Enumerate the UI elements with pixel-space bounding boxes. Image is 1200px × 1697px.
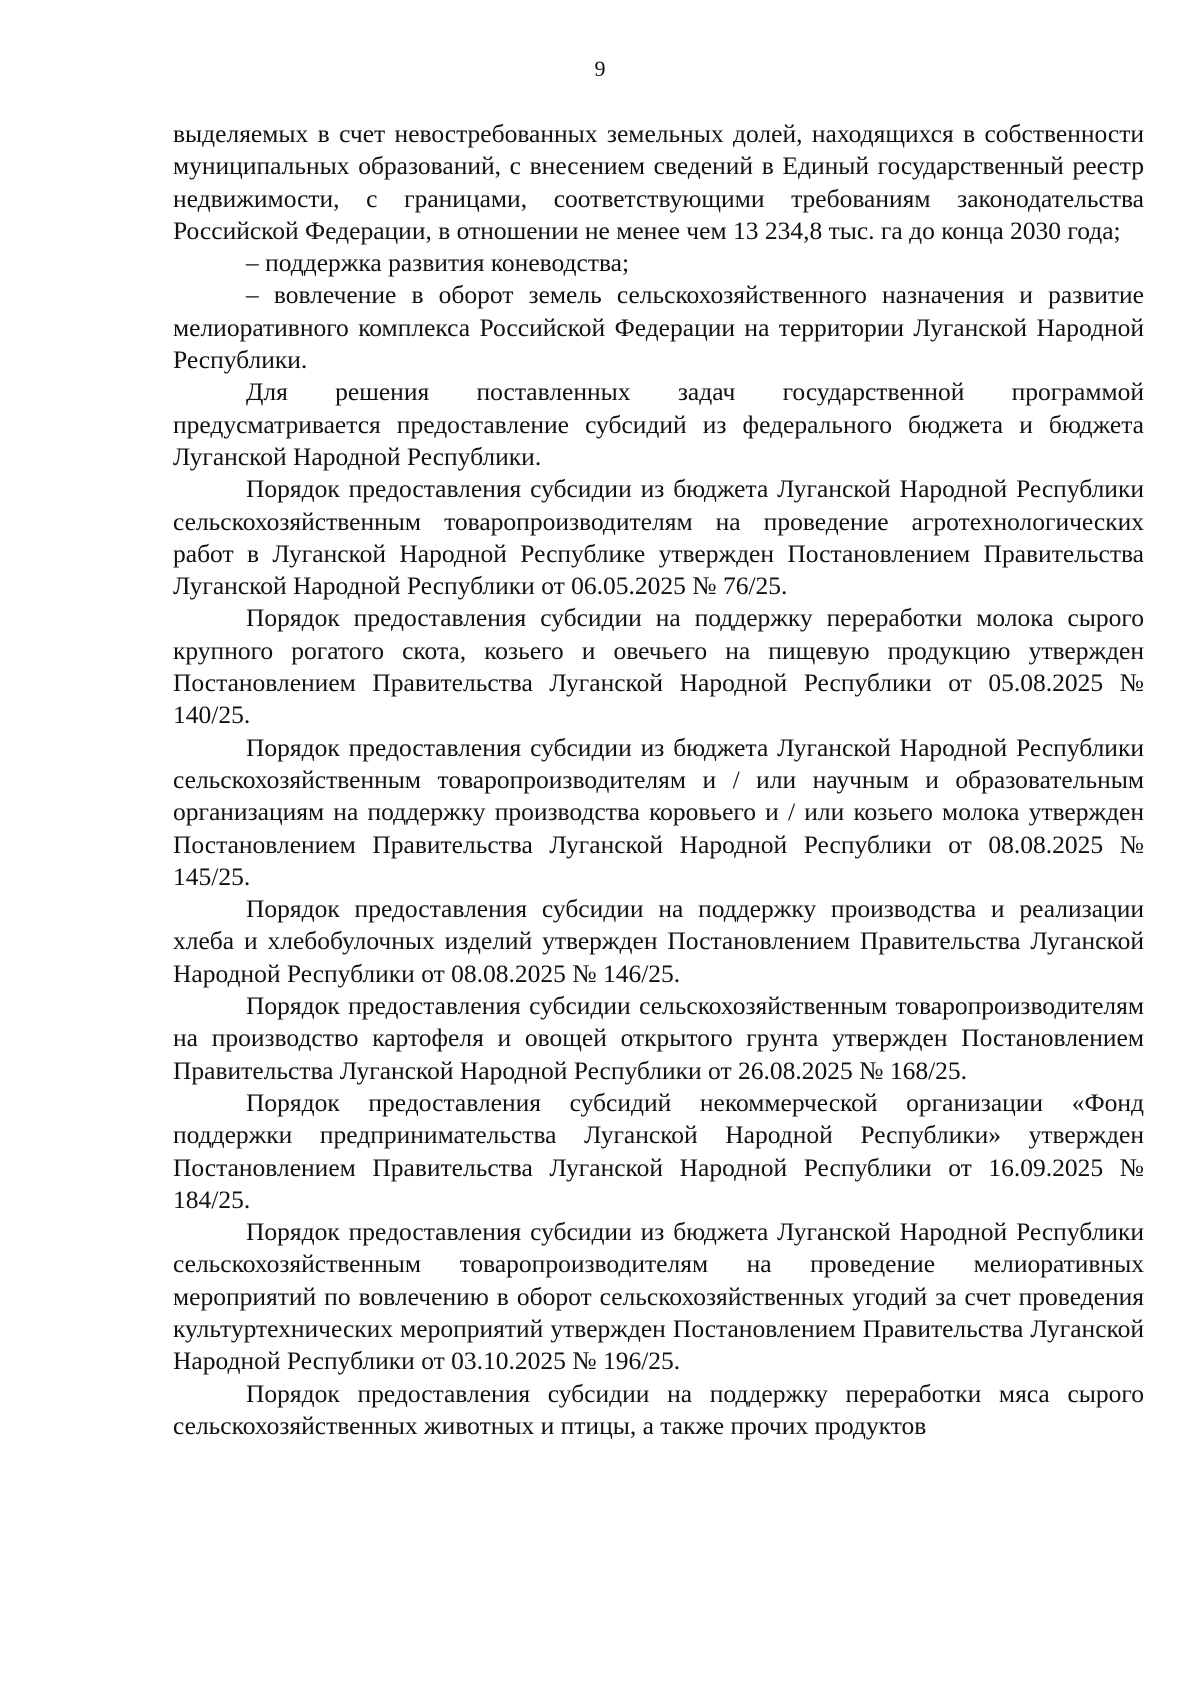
paragraph-potato-vegetable-subsidy: Порядок предоставления субсидии сельскохозяйственным товаропроизводителям на производство картофеля и овощей открытого грунта утвержден Постановлением Правительства Луганской Народной Республики от 26.08.2025 № 168/25.: [173, 991, 1144, 1085]
document-body: [173, 118, 1144, 1442]
list-item-land-reclamation: – вовлечение в оборот земель сельскохозяйственного назначения и развитие мелиоративного комплекса Российской Федерации на территории Луганской Народной Республики.: [173, 280, 1144, 375]
paragraph-agrotech-subsidy: Порядок предоставления субсидии из бюджета Луганской Народной Республики сельскохозяйственным товаропроизводителям на проведение агротехнологических работ в Луганской Народной Республике утвержден Постановлением Правительства Луганской Народной Республики от 06.05.2025 № 76/25.: [173, 474, 1144, 601]
paragraph-meat-processing-subsidy: Порядок предоставления субсидии на поддержку переработки мяса сырого сельскохозяйственных животных и птицы, а также прочих продуктов: [173, 1378, 1144, 1440]
paragraph-bread-subsidy: Порядок предоставления субсидии на поддержку производства и реализации хлеба и хлебобулочных изделий утвержден Постановлением Правительства Луганской Народной Республики от 08.08.2025 № 146/25.: [173, 894, 1144, 988]
paragraph-continuation: выделяемых в счет невостребованных земельных долей, находящихся в собственности муниципальных образований, с внесением сведений в Единый государственный реестр недвижимости, с границами, соответствующими требованиям законодательства Российской Федерации, в отношении не менее чем 13 234,8 тыс. га до конца 2030 года;: [173, 119, 1144, 245]
paragraph-milk-production-subsidy: Порядок предоставления субсидии из бюджета Луганской Народной Республики сельскохозяйственным товаропроизводителям и / или научным и образовательным организациям на поддержку производства коровьего и / или козьего молока утвержден Постановлением Правительства Луганской Народной Республики от 08.08.2025 № 145/25.: [173, 732, 1144, 891]
paragraph-subsidies-intro: Для решения поставленных задач государственной программой предусматривается предоставление субсидий из федерального бюджета и бюджета Луганской Народной Республики.: [173, 377, 1144, 471]
paragraph-milk-processing-subsidy: Порядок предоставления субсидии на поддержку переработки молока сырого крупного рогатого скота, козьего и овечьего на пищевую продукцию утвержден Постановлением Правительства Луганской Народной Республики от 05.08.2025 № 140/25.: [173, 603, 1144, 730]
list-item-horse-breeding: – поддержка развития коневодства;: [246, 248, 630, 278]
page-number: 9: [594, 56, 606, 81]
paragraph-melioration-subsidy: Порядок предоставления субсидии из бюджета Луганской Народной Республики сельскохозяйственным товаропроизводителям на проведение мелиоративных мероприятий по вовлечению в оборот сельскохозяйственных угодий за счет проведения культуртехнических мероприятий утвержден Постановлением Правительства Луганской Народной Республики от 03.10.2025 № 196/25.: [173, 1217, 1144, 1376]
paragraph-business-fund-subsidy: Порядок предоставления субсидий некоммерческой организации «Фонд поддержки предпринимательства Луганской Народной Республики» утвержден Постановлением Правительства Луганской Народной Республики от 16.09.2025 № 184/25.: [173, 1087, 1144, 1214]
